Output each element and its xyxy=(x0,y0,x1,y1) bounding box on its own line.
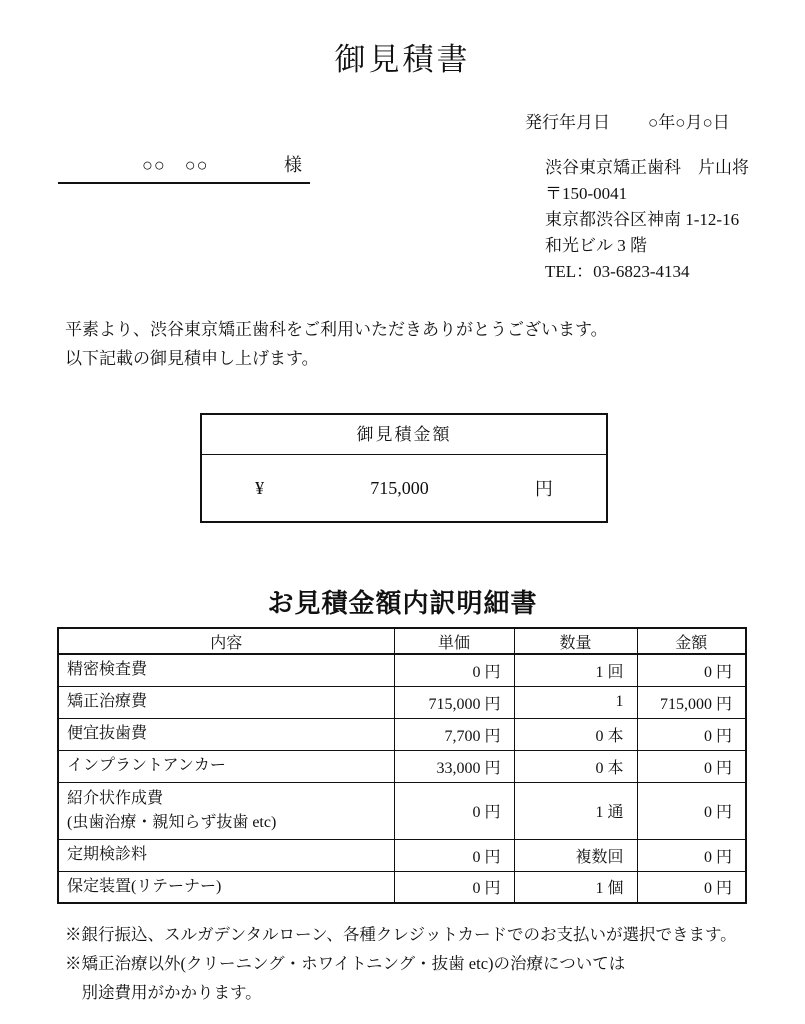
cell-unit-price: 0 円 xyxy=(394,654,514,686)
cell-unit-price: 33,000 円 xyxy=(394,750,514,782)
cell-content xyxy=(58,839,394,871)
clinic-phone: TEL：03-6823-4134 xyxy=(545,262,690,281)
cell-amount: 0 円 xyxy=(637,718,746,750)
clinic-building: 和光ビル 3 階 xyxy=(545,236,647,255)
issue-date-value: ○年○月○日 xyxy=(648,113,730,132)
table-row xyxy=(58,839,746,871)
breakdown-title: お見積金額内訳明細書 xyxy=(267,589,538,618)
table-row xyxy=(58,686,746,718)
cell-content xyxy=(58,782,394,839)
column-header-content: 内容 xyxy=(58,628,394,654)
cell-content xyxy=(58,718,394,750)
cell-unit-price: 0 円 xyxy=(394,839,514,871)
cell-quantity: 1 xyxy=(514,686,637,718)
currency-symbol: ¥ xyxy=(255,477,265,498)
cell-unit-price: 0 円 xyxy=(394,871,514,903)
footer-notes xyxy=(65,920,737,1007)
currency-unit: 円 xyxy=(534,479,553,499)
content-line1: 便宜抜歯費 xyxy=(67,725,148,742)
cell-amount: 715,000 円 xyxy=(637,686,746,718)
content-line1: 紹介状作成費 xyxy=(67,789,164,807)
cell-content xyxy=(58,871,394,903)
cell-quantity: 複数回 xyxy=(514,839,637,871)
cell-amount: 0 円 xyxy=(637,871,746,903)
column-header-amount: 金額 xyxy=(637,628,746,654)
issue-date xyxy=(525,108,730,133)
table-row xyxy=(58,750,746,782)
content-line1: 保定装置(リテーナー) xyxy=(67,877,222,895)
cell-amount: 0 円 xyxy=(637,839,746,871)
cell-quantity: 1 個 xyxy=(514,871,637,903)
cell-quantity: 0 本 xyxy=(514,718,637,750)
estimate-amount-row xyxy=(202,455,606,521)
content-line1: 定期検診料 xyxy=(67,846,148,863)
estimate-amount-header: 御見積金額 xyxy=(202,415,606,455)
column-header-unit-price: 単価 xyxy=(394,628,514,654)
content-line1: 矯正治療費 xyxy=(67,693,148,710)
table-row xyxy=(58,654,746,686)
clinic-address-block xyxy=(545,155,749,285)
content-line2: (虫歯治療・親知らず抜歯 etc) xyxy=(67,813,277,831)
column-header-quantity: 数量 xyxy=(514,628,637,654)
clinic-name: 渋谷東京矯正歯科 片山将 xyxy=(545,158,749,177)
content-line1: インプラントアンカー xyxy=(67,757,226,774)
customer-name-line xyxy=(58,151,310,184)
content-line1: 精密検査費 xyxy=(67,661,148,679)
cell-amount: 0 円 xyxy=(637,654,746,686)
estimate-amount-box xyxy=(200,413,608,523)
greeting-text xyxy=(65,315,608,373)
breakdown-table-body xyxy=(58,654,746,903)
clinic-postal-code: 〒150-0041 xyxy=(545,184,628,203)
table-row xyxy=(58,718,746,750)
table-row xyxy=(58,871,746,903)
cell-quantity: 1 回 xyxy=(514,654,637,686)
cell-unit-price: 7,700 円 xyxy=(394,718,514,750)
estimate-amount-value: 715,000 xyxy=(370,477,429,498)
cell-quantity: 0 本 xyxy=(514,750,637,782)
page-title: 御見積書 xyxy=(334,42,471,77)
greeting-line2: 以下記載の御見積申し上げます。 xyxy=(65,349,319,368)
greeting-line1: 平素より、渋谷東京矯正歯科をご利用いただきありがとうございます。 xyxy=(65,320,608,339)
note-line: 別途費用がかかります。 xyxy=(65,983,262,1002)
cell-content xyxy=(58,686,394,718)
cell-unit-price: 715,000 円 xyxy=(394,686,514,718)
customer-honorific: 様 xyxy=(284,155,302,175)
issue-date-label: 発行年月日 xyxy=(525,113,610,132)
breakdown-table xyxy=(57,627,747,904)
cell-unit-price: 0 円 xyxy=(394,782,514,839)
cell-content xyxy=(58,654,394,686)
cell-amount: 0 円 xyxy=(637,750,746,782)
table-row xyxy=(58,782,746,839)
customer-name: ○○ ○○ xyxy=(142,155,209,175)
table-header-row xyxy=(58,628,746,654)
cell-content xyxy=(58,750,394,782)
note-line: ※銀行振込、スルガデンタルローン、各種クレジットカードでのお支払いが選択できます。 xyxy=(65,925,737,944)
cell-amount: 0 円 xyxy=(637,782,746,839)
cell-quantity: 1 通 xyxy=(514,782,637,839)
note-line: ※矯正治療以外(クリーニング・ホワイトニング・抜歯 etc)の治療については xyxy=(65,954,626,973)
clinic-address: 東京都渋谷区神南 1-12-16 xyxy=(545,210,740,229)
